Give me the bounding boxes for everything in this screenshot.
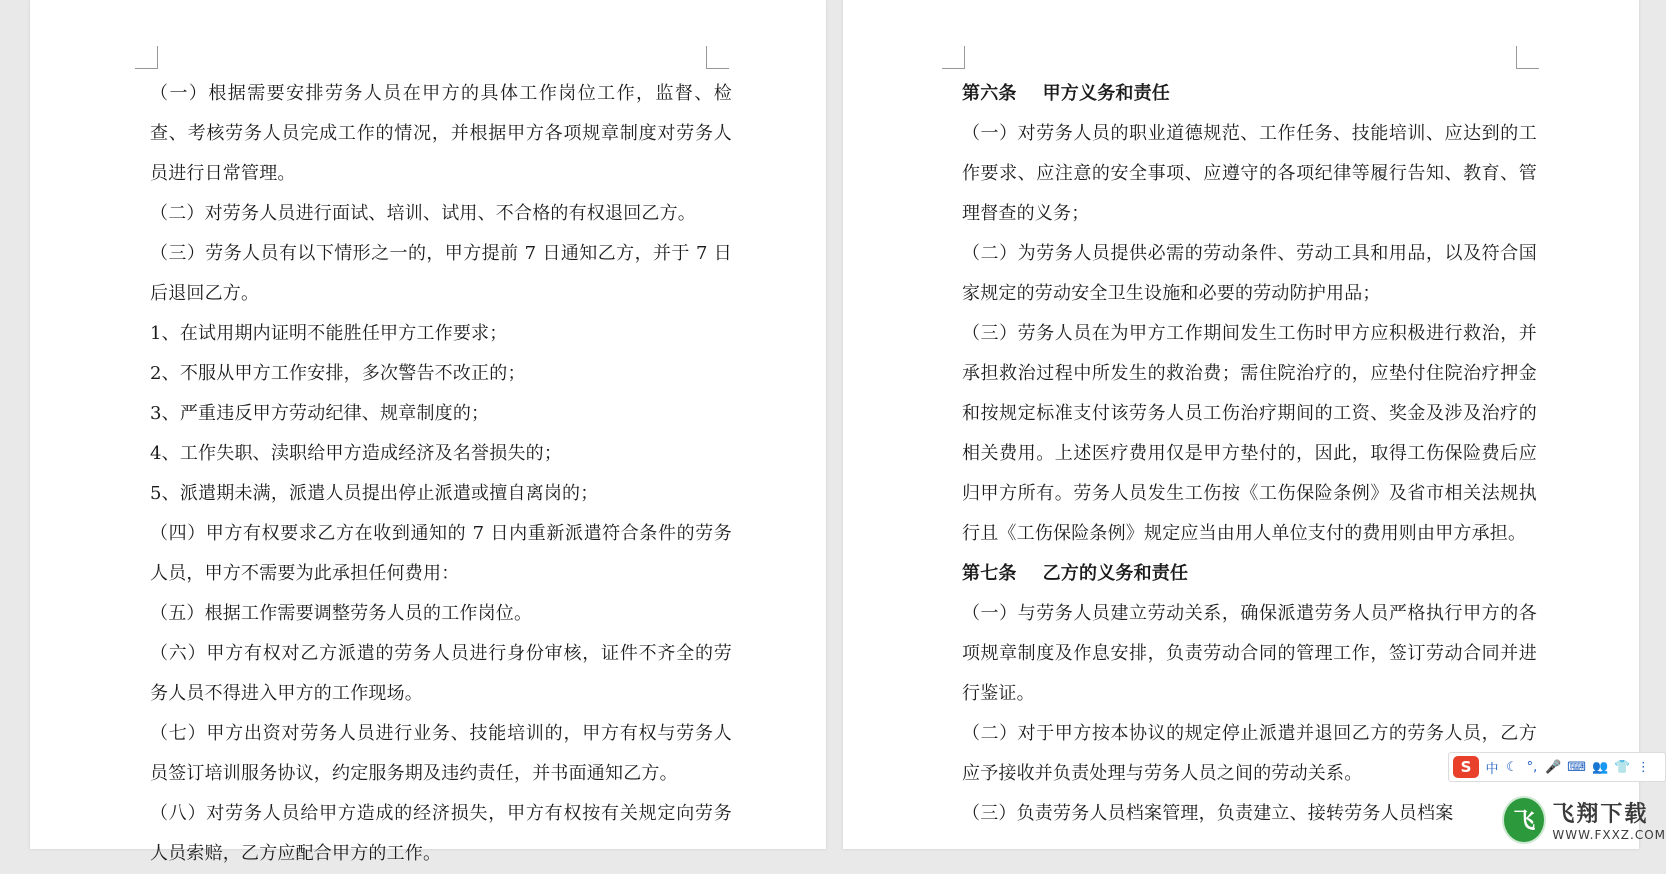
article-title: 甲方义务和责任: [1042, 83, 1171, 104]
watermark-url: WWW.FXXZ.COM: [1552, 828, 1666, 842]
article-heading[interactable]: [962, 554, 1537, 594]
sogou-logo-icon[interactable]: S: [1453, 756, 1479, 778]
paragraph[interactable]: （二）为劳务人员提供必需的劳动条件、劳动工具和用品，以及符合国家规定的劳动安全卫生设施和必要的劳动防护用品；: [962, 243, 1537, 304]
article-number: 第七条: [962, 563, 1017, 584]
microphone-icon[interactable]: 🎤: [1545, 759, 1562, 775]
watermark-logo-icon: 飞: [1502, 796, 1546, 844]
site-watermark: [1502, 790, 1666, 849]
skin-icon[interactable]: 👕: [1614, 759, 1631, 775]
article-title: 乙方的义务和责任: [1042, 563, 1189, 584]
paragraph[interactable]: 4、工作失职、渎职给甲方造成经济及名誉损失的；: [150, 443, 563, 464]
paragraph[interactable]: （二）对劳务人员进行面试、培训、试用、不合格的有权退回乙方。: [150, 203, 696, 224]
input-mode-toggle[interactable]: 中: [1485, 761, 1499, 777]
document-page-right: [843, 0, 1639, 849]
paragraph[interactable]: 2、不服从甲方工作安排，多次警告不改正的；: [150, 363, 526, 384]
paragraph[interactable]: 1、在试用期内证明不能胜任甲方工作要求；: [150, 323, 508, 344]
margin-corner-mark: [135, 46, 158, 69]
article-number: 第六条: [962, 83, 1017, 104]
article-heading[interactable]: [962, 74, 1537, 114]
paragraph[interactable]: （三）劳务人员有以下情形之一的，甲方提前 7 日通知乙方，并于 7 日后退回乙方。: [150, 243, 732, 304]
paragraph[interactable]: （五）根据工作需要调整劳务人员的工作岗位。: [150, 603, 533, 624]
ime-toolbar[interactable]: [1448, 752, 1666, 782]
moon-icon[interactable]: ☾: [1506, 759, 1518, 775]
paragraph[interactable]: （七）甲方出资对劳务人员进行业务、技能培训的，甲方有权与劳务人员签订培训服务协议，约定服务期及违约责任，并书面通知乙方。: [150, 723, 732, 784]
paragraph[interactable]: （一）对劳务人员的职业道德规范、工作任务、技能培训、应达到的工作要求、应注意的安全事项、应遵守的各项纪律等履行告知、教育、管理督查的义务；: [962, 123, 1537, 224]
keyboard-icon[interactable]: ⌨: [1567, 759, 1586, 775]
margin-corner-mark: [942, 46, 965, 69]
paragraph[interactable]: 5、派遣期未满，派遣人员提出停止派遣或擅自离岗的；: [150, 483, 599, 504]
paragraph[interactable]: （四）甲方有权要求乙方在收到通知的 7 日内重新派遣符合条件的劳务人员，甲方不需要为此承担任何费用：: [150, 523, 732, 584]
user-icon[interactable]: 👥: [1591, 759, 1609, 775]
watermark-title: 飞翔下载: [1552, 802, 1649, 827]
paragraph[interactable]: （六）甲方有权对乙方派遣的劳务人员进行身份审核，证件不齐全的劳务人员不得进入甲方的工作现场。: [150, 643, 732, 704]
punctuation-icon[interactable]: °,: [1526, 759, 1538, 775]
paragraph[interactable]: （一）根据需要安排劳务人员在甲方的具体工作岗位工作，监督、检查、考核劳务人员完成工作的情况，并根据甲方各项规章制度对劳务人员进行日常管理。: [150, 83, 732, 184]
margin-corner-mark: [1516, 46, 1539, 69]
document-page-left: [30, 0, 826, 864]
paragraph[interactable]: （八）对劳务人员给甲方造成的经济损失，甲方有权按有关规定向劳务人员索赔，乙方应配合甲方的工作。: [150, 803, 732, 864]
more-icon[interactable]: ⋮: [1636, 759, 1650, 775]
page-body-text[interactable]: [150, 74, 732, 874]
page-body-text[interactable]: [962, 74, 1537, 834]
paragraph[interactable]: （一）与劳务人员建立劳动关系，确保派遣劳务人员严格执行甲方的各项规章制度及作息安排，负责劳动合同的管理工作，签订劳动合同并进行鉴证。: [962, 603, 1537, 704]
paragraph[interactable]: 3、严重违反甲方劳动纪律、规章制度的；: [150, 403, 490, 424]
paragraph[interactable]: （三）负责劳务人员档案管理，负责建立、接转劳务人员档案: [962, 803, 1454, 824]
paragraph[interactable]: （三）劳务人员在为甲方工作期间发生工伤时甲方应积极进行救治，并承担救治过程中所发生的救治费；需住院治疗的，应垫付住院治疗押金和按规定标准支付该劳务人员工伤治疗期间的工资、奖金及涉及治疗的相关费用。上述医疗费用仅是甲方垫付的，因此，取得工伤保险费后应归甲方所有。劳务人员发生工伤按《工伤保险条例》及省市相关法规执行且《工伤保险条例》规定应当由用人单位支付的费用则由甲方承担。: [962, 323, 1537, 544]
margin-corner-mark: [706, 46, 729, 69]
paragraph[interactable]: （二）对于甲方按本协议的规定停止派遣并退回乙方的劳务人员，乙方应予接收并负责处理与劳务人员之间的劳动关系。: [962, 723, 1537, 784]
